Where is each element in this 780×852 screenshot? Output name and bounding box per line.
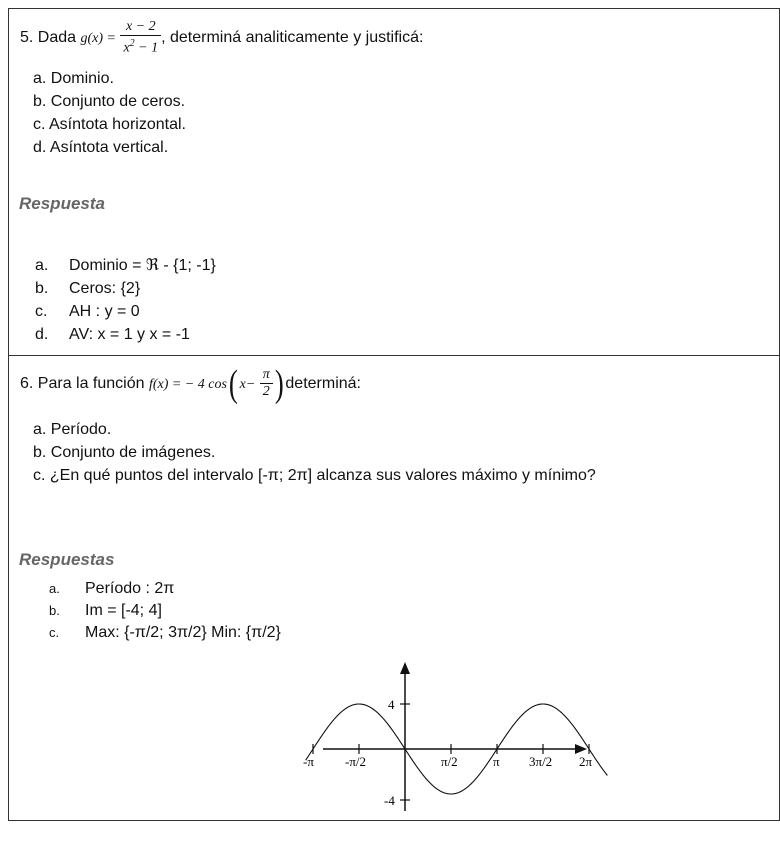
- question-6-answers: [49, 578, 281, 644]
- question-6-item-a: a. Período.: [33, 421, 112, 438]
- question-6-item-b: b. Conjunto de imágenes.: [33, 444, 216, 461]
- den-rest: − 1: [134, 40, 159, 56]
- x-ticks: [303, 744, 593, 769]
- y-tick-label-bottom: -4: [384, 793, 395, 808]
- left-paren: (: [228, 362, 238, 405]
- question-5-statement: [20, 19, 423, 58]
- x-tick-label: 3π/2: [529, 754, 553, 769]
- y-axis-arrow-icon: [400, 662, 410, 674]
- pi-over-2-fraction: [260, 367, 273, 400]
- question-6-statement: [20, 362, 361, 407]
- x-tick-label: -π/2: [345, 754, 367, 769]
- function-g-fraction: [120, 19, 161, 57]
- question-6-section: [9, 356, 779, 820]
- question-6-intro: 6. Para la función: [20, 375, 149, 392]
- question-6-respuesta-title: Respuestas: [19, 550, 115, 569]
- right-paren: ): [274, 362, 284, 405]
- answer-6a: [49, 578, 281, 600]
- x-axis-arrow-icon: [575, 744, 587, 754]
- pi-denominator: 2: [262, 384, 270, 400]
- question-6-tail: determiná:: [285, 375, 361, 392]
- function-g-name: g(x) =: [80, 31, 116, 47]
- answer-label: b.: [49, 603, 60, 618]
- answer-text: AH : y = 0: [69, 303, 140, 320]
- answer-label: d.: [35, 326, 49, 343]
- question-5-items: [33, 67, 186, 159]
- fraction-numerator: x − 2: [120, 19, 161, 36]
- question-6-item-c: c. ¿En qué puntos del intervalo [-π; 2π] alcanza sus valores máximo y mínimo?: [33, 467, 596, 484]
- x-tick-label: 2π: [579, 754, 593, 769]
- y-tick-label-top: 4: [388, 697, 395, 712]
- answer-label: a.: [35, 257, 49, 274]
- fraction-denominator: [120, 36, 161, 57]
- x-tick-label: -π: [303, 754, 314, 769]
- question-5-intro: 5. Dada: [20, 29, 81, 47]
- x-tick-label: π: [493, 754, 500, 769]
- inner-x: x−: [239, 377, 256, 392]
- answer-6c: [49, 622, 281, 644]
- answer-text: Período : 2π: [85, 580, 175, 597]
- question-5-section: [9, 9, 779, 356]
- question-5-item-b: b. Conjunto de ceros.: [33, 93, 186, 110]
- answer-text: Max: {-π/2; 3π/2} Min: {π/2}: [85, 624, 281, 641]
- function-f-lhs: f(x) = − 4 cos: [148, 377, 227, 392]
- answer-text: Im = [-4; 4]: [85, 602, 162, 619]
- pi-numerator: π: [260, 367, 273, 384]
- question-5-answers: [35, 254, 216, 346]
- den-base: x: [123, 40, 130, 56]
- question-5-item-a: a. Dominio.: [33, 70, 114, 87]
- answer-text: Dominio = ℜ - {1; -1}: [69, 257, 216, 274]
- den-exponent: 2: [129, 38, 135, 49]
- x-tick-label: π/2: [441, 754, 458, 769]
- cosine-graph: [303, 656, 599, 816]
- answer-label: c.: [49, 625, 60, 640]
- question-5-item-c: c. Asíntota horizontal.: [33, 116, 186, 133]
- answer-5b: [35, 277, 216, 300]
- question-6-items: [33, 418, 596, 487]
- answer-5a: [35, 254, 216, 277]
- answer-text: AV: x = 1 y x = -1: [69, 326, 190, 343]
- question-5-tail: , determiná analiticamente y justificá:: [161, 29, 424, 47]
- answer-text: Ceros: {2}: [69, 280, 141, 297]
- question-5-respuesta-title: Respuesta: [19, 194, 105, 213]
- answer-label: c.: [35, 303, 48, 320]
- document-frame: [8, 8, 780, 821]
- answer-5d: [35, 323, 216, 346]
- answer-label: b.: [35, 280, 49, 297]
- question-5-item-d: d. Asíntota vertical.: [33, 139, 169, 156]
- answer-label: a.: [49, 581, 60, 596]
- answer-5c: [35, 300, 216, 323]
- answer-6b: [49, 600, 281, 622]
